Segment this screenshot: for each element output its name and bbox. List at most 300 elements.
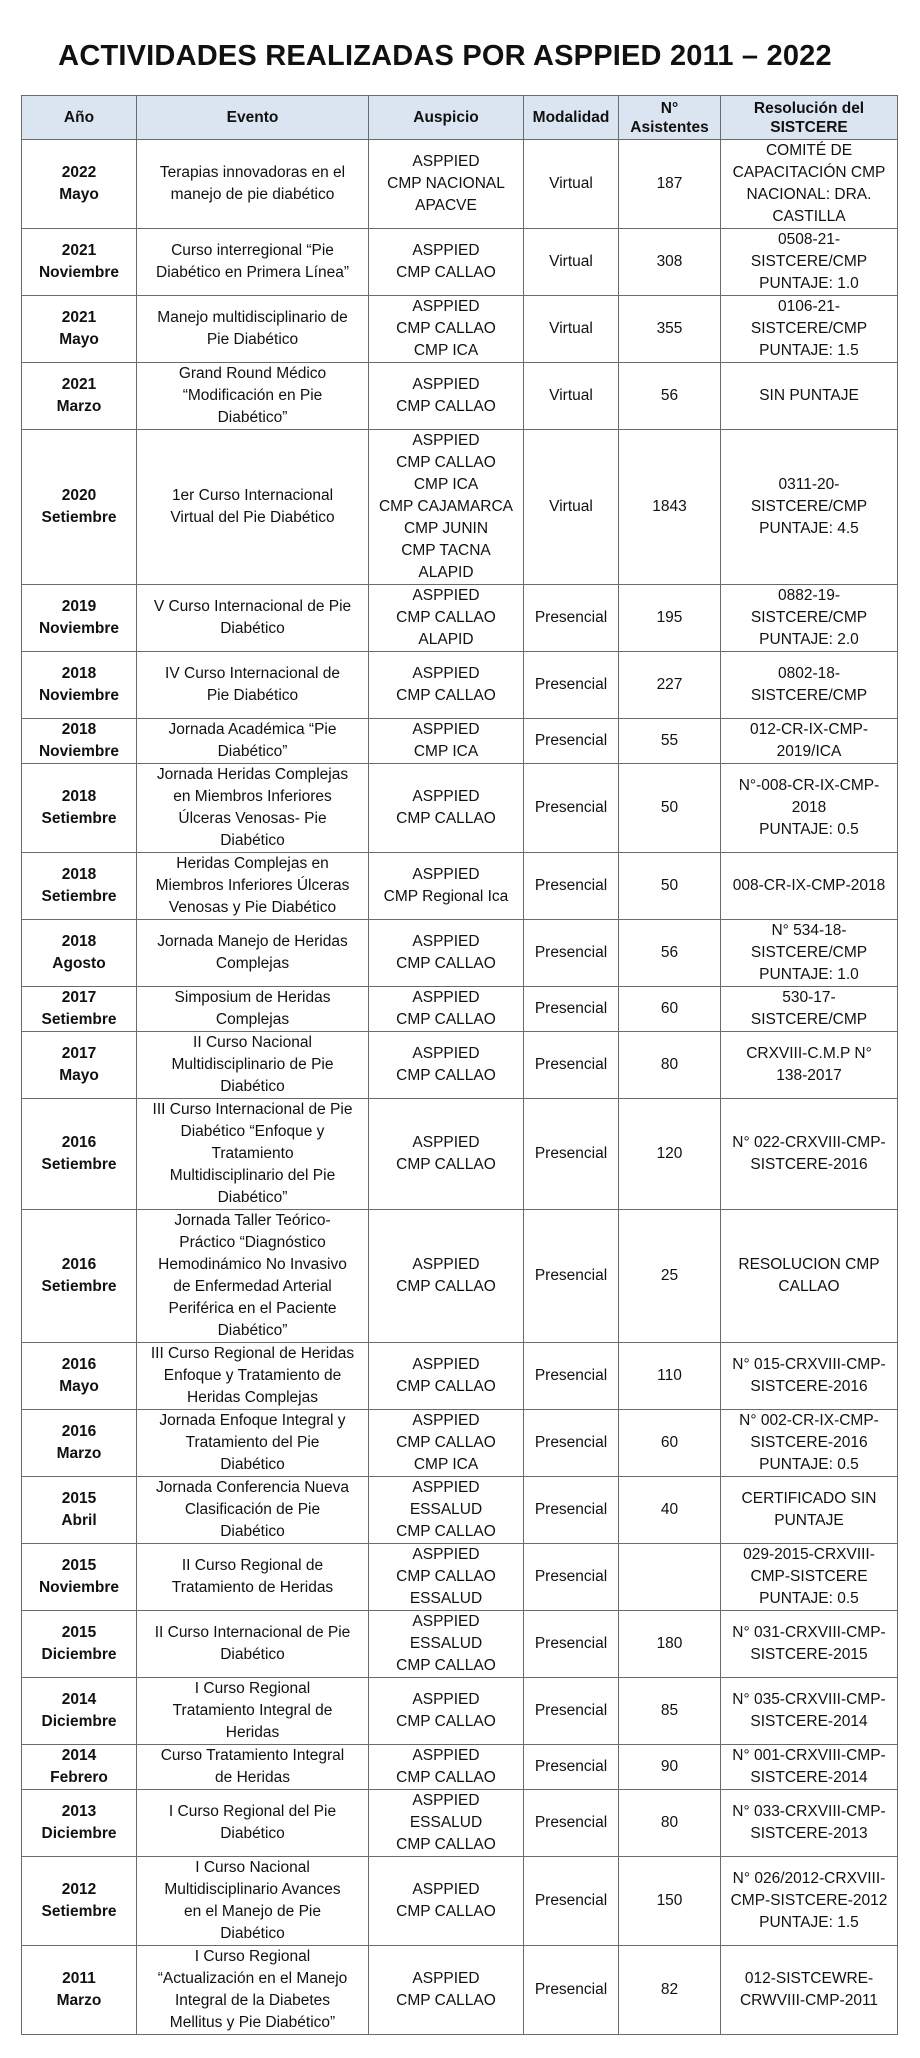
cell-mode <box>524 585 619 652</box>
year-text: 2022 <box>61 164 97 181</box>
resolution-text-line: COMITÉ DE <box>765 142 853 159</box>
sponsor-text-line: CMP TACNA <box>401 542 491 559</box>
resolution-text-line: N° 015-CRXVIII-CMP- <box>732 1356 886 1373</box>
resolution-text-line: CAPACITACIÓN CMP <box>732 164 886 181</box>
table-row <box>22 719 898 764</box>
cell-sponsor <box>369 987 524 1032</box>
month-text: Marzo <box>56 1992 102 2009</box>
cell-year <box>22 1790 137 1857</box>
cell-resolution <box>721 1857 898 1946</box>
cell-attendees <box>619 652 721 719</box>
event-text-line: 1er Curso Internacional <box>171 487 334 504</box>
event-text-line: V Curso Internacional de Pie <box>153 598 352 615</box>
event-text-line: Diabético <box>220 1646 285 1663</box>
event-text-line: manejo de pie diabético <box>170 186 335 203</box>
sponsor-text-line: CMP CALLAO <box>396 1657 496 1674</box>
cell-year <box>22 920 137 987</box>
header-attendees <box>619 96 721 140</box>
resolution-text-line: CMP-SISTCERE <box>750 1568 868 1585</box>
event-text-line: Simposium de Heridas <box>174 989 331 1006</box>
header-resolution-line: Resolución del <box>753 99 865 117</box>
cell-year <box>22 1544 137 1611</box>
sponsor-text-line: CMP CALLAO <box>396 1011 496 1028</box>
attendees-text: 85 <box>660 1702 679 1719</box>
table-row <box>22 585 898 652</box>
resolution-text-line: N° 033-CRXVIII-CMP- <box>732 1803 886 1820</box>
month-text: Febrero <box>50 1769 108 1786</box>
table-row <box>22 1544 898 1611</box>
event-text-line: Grand Round Médico <box>178 365 327 382</box>
event-text-line: Diabético” <box>217 743 288 760</box>
cell-mode <box>524 1678 619 1745</box>
cell-mode <box>524 229 619 296</box>
event-text-line: Heridas <box>225 1724 280 1741</box>
resolution-text-line: SISTCERE/CMP <box>750 944 868 961</box>
cell-year <box>22 987 137 1032</box>
year-text: 2016 <box>61 1134 97 1151</box>
cell-event <box>137 652 369 719</box>
sponsor-text-line: CMP CALLAO <box>396 1713 496 1730</box>
sponsor-text-line: ASPPIED <box>412 1412 480 1429</box>
event-text-line: Diabético <box>220 1078 285 1095</box>
cell-event <box>137 719 369 764</box>
mode-text: Presencial <box>534 1635 608 1652</box>
mode-text: Presencial <box>534 1702 608 1719</box>
event-text-line: Curso interregional “Pie <box>171 242 334 259</box>
cell-year <box>22 229 137 296</box>
cell-resolution <box>721 987 898 1032</box>
table-row <box>22 1343 898 1410</box>
resolution-text-line: 138-2017 <box>776 1067 842 1084</box>
cell-year <box>22 853 137 920</box>
event-text-line: Práctico “Diagnóstico <box>179 1234 326 1251</box>
month-text: Diciembre <box>41 1825 117 1842</box>
month-text: Marzo <box>56 398 102 415</box>
table-row <box>22 1410 898 1477</box>
event-text-line: en Miembros Inferiores <box>173 788 332 805</box>
resolution-text-line: N° 534-18- <box>771 922 847 939</box>
cell-attendees <box>619 1745 721 1790</box>
sponsor-text-line: CMP CALLAO <box>396 1769 496 1786</box>
year-text: 2015 <box>61 1624 97 1641</box>
resolution-text-line: CALLAO <box>778 1278 840 1295</box>
sponsor-text-line: CMP CALLAO <box>396 609 496 626</box>
attendees-text: 60 <box>660 1000 679 1017</box>
table-row <box>22 853 898 920</box>
cell-event <box>137 296 369 363</box>
cell-sponsor <box>369 363 524 430</box>
sponsor-text-line: ASPPIED <box>412 1691 480 1708</box>
mode-text: Virtual <box>549 320 593 337</box>
cell-attendees <box>619 1343 721 1410</box>
event-text-line: “Actualización en el Manejo <box>157 1970 348 1987</box>
sponsor-text-line: ESSALUD <box>409 1635 483 1652</box>
cell-resolution <box>721 363 898 430</box>
attendees-text: 187 <box>656 175 683 192</box>
cell-attendees <box>619 430 721 585</box>
resolution-text-line: 012-CR-IX-CMP- <box>750 721 868 738</box>
attendees-text: 55 <box>660 732 679 749</box>
cell-event <box>137 1857 369 1946</box>
attendees-text: 120 <box>656 1145 683 1162</box>
event-text-line: Diabético <box>220 1925 285 1942</box>
cell-year <box>22 652 137 719</box>
table-row <box>22 1790 898 1857</box>
mode-text: Presencial <box>534 1568 608 1585</box>
mode-text: Presencial <box>534 1981 608 1998</box>
resolution-text-line: PUNTAJE: 4.5 <box>759 520 859 537</box>
cell-sponsor <box>369 764 524 853</box>
cell-resolution <box>721 1790 898 1857</box>
table-body <box>22 140 898 2035</box>
resolution-text-line: RESOLUCION CMP <box>738 1256 880 1273</box>
event-text-line: II Curso Internacional de Pie <box>154 1624 351 1641</box>
sponsor-text-line: ALAPID <box>418 564 474 581</box>
mode-text: Virtual <box>549 175 593 192</box>
attendees-text: 227 <box>656 676 683 693</box>
cell-attendees <box>619 585 721 652</box>
mode-text: Presencial <box>534 609 608 626</box>
cell-attendees <box>619 1946 721 2035</box>
table-row <box>22 229 898 296</box>
year-text: 2012 <box>61 1881 97 1898</box>
sponsor-text-line: ASPPIED <box>412 376 480 393</box>
year-text: 2018 <box>61 665 97 682</box>
mode-text: Presencial <box>534 1267 608 1284</box>
table-row <box>22 1210 898 1343</box>
month-text: Diciembre <box>41 1713 117 1730</box>
cell-attendees <box>619 853 721 920</box>
sponsor-text-line: ASPPIED <box>412 1356 480 1373</box>
year-text: 2019 <box>61 598 97 615</box>
month-text: Setiembre <box>41 1156 117 1173</box>
mode-text: Virtual <box>549 387 593 404</box>
sponsor-text-line: ESSALUD <box>409 1814 483 1831</box>
cell-year <box>22 1343 137 1410</box>
year-text: 2015 <box>61 1557 97 1574</box>
sponsor-text-line: CMP CALLAO <box>396 1067 496 1084</box>
cell-attendees <box>619 1857 721 1946</box>
event-text-line: Tratamiento del Pie <box>185 1434 320 1451</box>
sponsor-text-line: CMP CALLAO <box>396 398 496 415</box>
month-text: Abril <box>61 1512 97 1529</box>
event-text-line: Venosas y Pie Diabético <box>168 899 337 916</box>
resolution-text-line: N° 031-CRXVIII-CMP- <box>732 1624 886 1641</box>
cell-resolution <box>721 1611 898 1678</box>
table-row <box>22 296 898 363</box>
cell-event <box>137 853 369 920</box>
mode-text: Presencial <box>534 1000 608 1017</box>
event-text-line: Pie Diabético <box>206 687 299 704</box>
cell-resolution <box>721 229 898 296</box>
resolution-text-line: SISTCERE/CMP <box>750 609 868 626</box>
cell-mode <box>524 987 619 1032</box>
mode-text: Presencial <box>534 1892 608 1909</box>
year-text: 2016 <box>61 1356 97 1373</box>
event-text-line: Integral de la Diabetes <box>174 1992 331 2009</box>
cell-event <box>137 1099 369 1210</box>
year-text: 2017 <box>61 1045 97 1062</box>
cell-event <box>137 585 369 652</box>
mode-text: Presencial <box>534 1367 608 1384</box>
resolution-text-line: PUNTAJE: 1.0 <box>759 966 859 983</box>
mode-text: Presencial <box>534 877 608 894</box>
cell-sponsor <box>369 1745 524 1790</box>
table-row <box>22 1678 898 1745</box>
resolution-text-line: SISTCERE-2016 <box>750 1156 868 1173</box>
event-text-line: Diabético <box>220 1456 285 1473</box>
page-title: ACTIVIDADES REALIZADAS POR ASPPIED 2011 – 2022 <box>58 40 832 72</box>
table-row <box>22 652 898 719</box>
cell-resolution <box>721 920 898 987</box>
cell-sponsor <box>369 140 524 229</box>
table-row <box>22 140 898 229</box>
year-text: 2018 <box>61 866 97 883</box>
resolution-text-line: SISTCERE-2014 <box>750 1769 868 1786</box>
attendees-text: 90 <box>660 1758 679 1775</box>
cell-mode <box>524 853 619 920</box>
table-row <box>22 1946 898 2035</box>
resolution-text-line: 2019/ICA <box>776 743 842 760</box>
cell-attendees <box>619 1611 721 1678</box>
table-row <box>22 430 898 585</box>
cell-event <box>137 1544 369 1611</box>
resolution-text-line: N° 022-CRXVIII-CMP- <box>732 1134 886 1151</box>
sponsor-text-line: CMP CALLAO <box>396 955 496 972</box>
event-text-line: Jornada Conferencia Nueva <box>155 1479 349 1496</box>
resolution-text-line: 0882-19- <box>777 587 841 604</box>
resolution-text-line: CASTILLA <box>772 208 846 225</box>
sponsor-text-line: CMP CALLAO <box>396 1836 496 1853</box>
cell-sponsor <box>369 585 524 652</box>
event-text-line: Manejo multidisciplinario de <box>157 309 348 326</box>
cell-mode <box>524 1745 619 1790</box>
event-text-line: Diabético <box>220 1825 285 1842</box>
event-text-line: Jornada Enfoque Integral y <box>159 1412 346 1429</box>
cell-sponsor <box>369 1477 524 1544</box>
sponsor-text-line: CMP CALLAO <box>396 1278 496 1295</box>
cell-sponsor <box>369 296 524 363</box>
event-text-line: Jornada Académica “Pie <box>168 721 337 738</box>
year-text: 2018 <box>61 933 97 950</box>
cell-attendees <box>619 1410 721 1477</box>
cell-attendees <box>619 1210 721 1343</box>
month-text: Setiembre <box>41 1011 117 1028</box>
cell-year <box>22 1678 137 1745</box>
sponsor-text-line: ASPPIED <box>412 298 480 315</box>
resolution-text-line: PUNTAJE: 1.5 <box>759 1914 859 1931</box>
resolution-text-line: N° 001-CRXVIII-CMP- <box>732 1747 886 1764</box>
sponsor-text-line: CMP CALLAO <box>396 687 496 704</box>
table-row <box>22 1745 898 1790</box>
cell-resolution <box>721 140 898 229</box>
attendees-text: 150 <box>656 1892 683 1909</box>
event-text-line: Multidisciplinario del Pie <box>169 1167 336 1184</box>
attendees-text: 56 <box>660 944 679 961</box>
cell-year <box>22 1210 137 1343</box>
resolution-text-line: 0802-18- <box>777 665 841 682</box>
resolution-text-line: SISTCERE/CMP <box>750 253 868 270</box>
cell-attendees <box>619 296 721 363</box>
event-text-line: Diabético <box>220 832 285 849</box>
mode-text: Presencial <box>534 944 608 961</box>
cell-event <box>137 987 369 1032</box>
sponsor-text-line: ASPPIED <box>412 1546 480 1563</box>
cell-sponsor <box>369 1410 524 1477</box>
attendees-text: 25 <box>660 1267 679 1284</box>
cell-sponsor <box>369 1611 524 1678</box>
event-text-line: I Curso Regional <box>194 1680 311 1697</box>
event-text-line: II Curso Nacional <box>193 1034 312 1051</box>
cell-event <box>137 1745 369 1790</box>
event-text-line: Diabético en Primera Línea” <box>156 264 349 281</box>
resolution-text-line: NACIONAL: DRA. <box>746 186 872 203</box>
cell-resolution <box>721 1477 898 1544</box>
sponsor-text-line: ASPPIED <box>412 989 480 1006</box>
sponsor-text-line: ASPPIED <box>412 1970 480 1987</box>
resolution-text-line: 012-SISTCEWRE- <box>744 1970 874 1987</box>
cell-mode <box>524 719 619 764</box>
cell-mode <box>524 1477 619 1544</box>
header-resolution <box>721 96 898 140</box>
sponsor-text-line: ASPPIED <box>412 1479 480 1496</box>
event-text-line: Úlceras Venosas- Pie <box>178 810 327 827</box>
event-text-line: Virtual del Pie Diabético <box>170 509 335 526</box>
attendees-text: 110 <box>657 1367 682 1384</box>
resolution-text-line: SISTCERE-2016 <box>750 1378 868 1395</box>
event-text-line: Jornada Manejo de Heridas <box>157 933 348 950</box>
sponsor-text-line: ASPPIED <box>412 1613 480 1630</box>
month-text: Noviembre <box>38 620 120 637</box>
sponsor-text-line: CMP ICA <box>413 1456 479 1473</box>
mode-text: Presencial <box>534 1145 608 1162</box>
resolution-text-line: PUNTAJE <box>774 1512 844 1529</box>
month-text: Setiembre <box>41 1278 117 1295</box>
month-text: Marzo <box>56 1445 102 1462</box>
cell-mode <box>524 764 619 853</box>
event-text-line: Diabético” <box>217 1322 288 1339</box>
sponsor-text-line: ASPPIED <box>412 1134 480 1151</box>
event-text-line: Diabético” <box>217 409 288 426</box>
cell-year <box>22 1032 137 1099</box>
activities-table <box>21 95 898 2035</box>
mode-text: Virtual <box>549 498 593 515</box>
cell-sponsor <box>369 430 524 585</box>
attendees-text: 195 <box>656 609 683 626</box>
year-text: 2011 <box>62 1970 96 1987</box>
event-text-line: Terapias innovadoras en el <box>159 164 346 181</box>
cell-sponsor <box>369 1032 524 1099</box>
table-row <box>22 1099 898 1210</box>
cell-attendees <box>619 987 721 1032</box>
table-row <box>22 1477 898 1544</box>
sponsor-text-line: ASPPIED <box>412 242 480 259</box>
header-event: Evento <box>137 96 369 140</box>
sponsor-text-line: CMP ICA <box>413 342 479 359</box>
event-text-line: Enfoque y Tratamiento de <box>163 1367 342 1384</box>
cell-year <box>22 585 137 652</box>
resolution-text-line: CRXVIII-C.M.P N° <box>746 1045 872 1062</box>
attendees-text: 80 <box>660 1814 679 1831</box>
event-text-line: Multidisciplinario de Pie <box>171 1056 334 1073</box>
cell-resolution <box>721 1032 898 1099</box>
resolution-text-line: 0311-20- <box>778 476 840 493</box>
cell-mode <box>524 140 619 229</box>
resolution-text-line: N° 002-CR-IX-CMP- <box>739 1412 879 1429</box>
cell-resolution <box>721 1410 898 1477</box>
year-text: 2014 <box>61 1691 97 1708</box>
cell-event <box>137 1210 369 1343</box>
mode-text: Presencial <box>534 676 608 693</box>
header-sponsor: Auspicio <box>369 96 524 140</box>
resolution-text-line: SISTCERE/CMP <box>750 1011 868 1028</box>
year-text: 2015 <box>61 1490 97 1507</box>
mode-text: Presencial <box>534 1814 608 1831</box>
cell-attendees <box>619 920 721 987</box>
event-text-line: Tratamiento Integral de <box>172 1702 333 1719</box>
sponsor-text-line: CMP CALLAO <box>396 1523 496 1540</box>
event-text-line: Heridas Complejas <box>187 1389 318 1406</box>
month-text: Mayo <box>59 1378 99 1395</box>
month-text: Agosto <box>52 955 106 972</box>
event-text-line: Complejas <box>215 1011 290 1028</box>
attendees-text: 50 <box>660 877 679 894</box>
table-row <box>22 1611 898 1678</box>
attendees-text: 1843 <box>652 498 687 515</box>
resolution-text-line: PUNTAJE: 1.5 <box>759 342 859 359</box>
cell-mode <box>524 296 619 363</box>
month-text: Setiembre <box>41 888 117 905</box>
sponsor-text-line: CMP CALLAO <box>396 1378 496 1395</box>
cell-year <box>22 1857 137 1946</box>
cell-year <box>22 719 137 764</box>
header-row <box>22 96 898 140</box>
table-row <box>22 1032 898 1099</box>
cell-sponsor <box>369 920 524 987</box>
cell-resolution <box>721 296 898 363</box>
event-text-line: en el Manejo de Pie <box>183 1903 321 1920</box>
event-text-line: II Curso Regional de <box>181 1557 324 1574</box>
cell-mode <box>524 1343 619 1410</box>
resolution-text-line: CERTIFICADO SIN <box>741 1490 877 1507</box>
cell-sponsor <box>369 1678 524 1745</box>
cell-year <box>22 764 137 853</box>
month-text: Setiembre <box>41 509 117 526</box>
cell-mode <box>524 1857 619 1946</box>
month-text: Mayo <box>59 186 99 203</box>
cell-sponsor <box>369 719 524 764</box>
sponsor-text-line: APACVE <box>415 197 477 214</box>
event-text-line: de Enfermedad Arterial <box>173 1278 332 1295</box>
mode-text: Presencial <box>534 1056 608 1073</box>
cell-attendees <box>619 1544 721 1611</box>
event-text-line: III Curso Regional de Heridas <box>150 1345 355 1362</box>
year-text: 2021 <box>61 242 97 259</box>
cell-resolution <box>721 764 898 853</box>
cell-year <box>22 1099 137 1210</box>
resolution-text-line: SISTCERE-2016 <box>750 1434 868 1451</box>
resolution-text-line: 0106-21- <box>777 298 841 315</box>
resolution-text-line: CRWVIII-CMP-2011 <box>739 1992 879 2009</box>
resolution-text-line: 530-17- <box>782 989 836 1006</box>
cell-sponsor <box>369 1210 524 1343</box>
cell-mode <box>524 1099 619 1210</box>
year-text: 2017 <box>61 989 97 1006</box>
month-text: Noviembre <box>38 1579 120 1596</box>
cell-sponsor <box>369 1343 524 1410</box>
month-text: Noviembre <box>38 743 120 760</box>
cell-mode <box>524 1410 619 1477</box>
